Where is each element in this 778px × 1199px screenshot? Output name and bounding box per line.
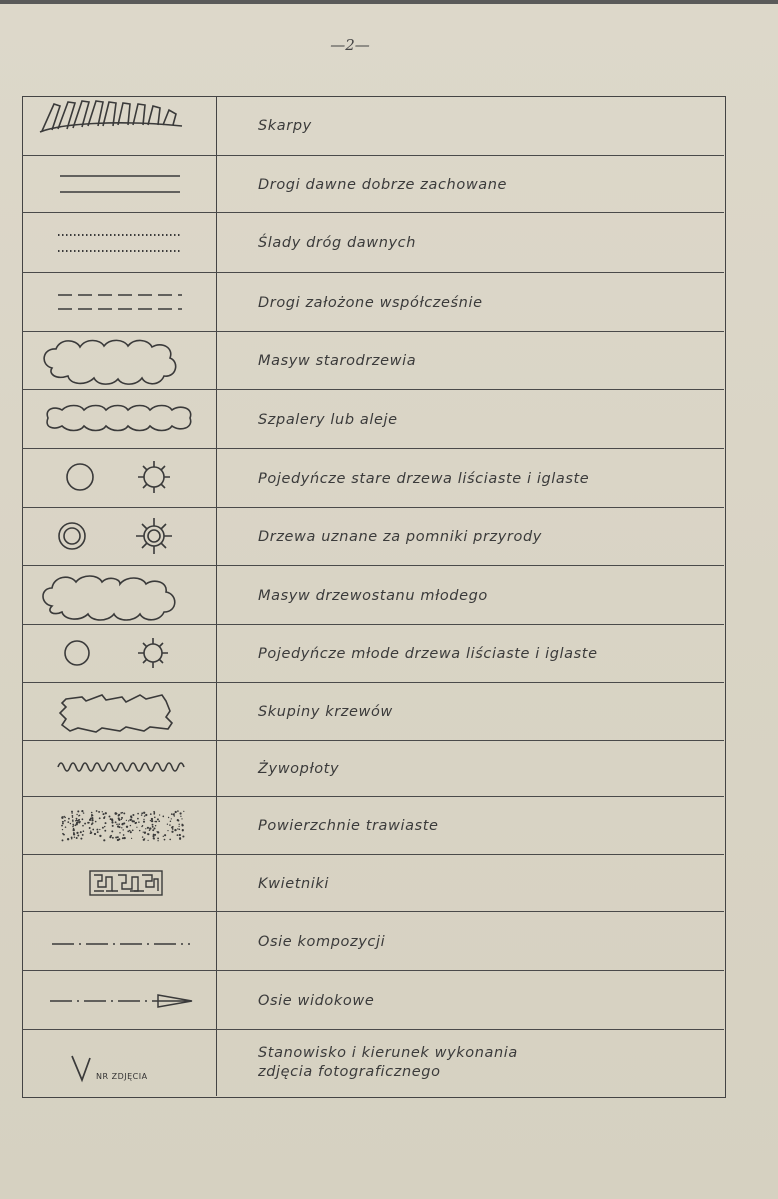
dotted-double-line bbox=[22, 213, 216, 273]
legend-row-drogi-wspolczesne bbox=[22, 273, 724, 332]
legend-row-mlode-drzewa bbox=[22, 625, 724, 683]
viewpoint-v-icon bbox=[72, 1056, 90, 1080]
scan-top-edge bbox=[0, 0, 778, 4]
legend-row-trawniki bbox=[22, 797, 724, 855]
legend-label-kwietniki: Kwietniki bbox=[258, 875, 330, 892]
legend-row-szpalery bbox=[22, 390, 724, 449]
legend-label-pomniki-przyrody: Drzewa uznane za pomniki przyrody bbox=[258, 529, 542, 545]
legend-label-drogi-wspolczesne: Drogi założone współcześnie bbox=[258, 294, 483, 311]
legend-label-skarpy: Skarpy bbox=[258, 118, 312, 134]
legend-label-krzewy: Skupiny krzewów bbox=[258, 704, 393, 720]
legend-row-masyw-starodrzewia bbox=[22, 332, 724, 390]
legend-row-skarpy bbox=[22, 96, 724, 156]
wavy-line bbox=[22, 741, 216, 797]
label-line-1: Stanowisko i kierunek wykonania bbox=[258, 1045, 518, 1061]
legend-label-mlode-drzewa: Pojedyńcze młode drzewa liściaste i iglaste bbox=[258, 646, 598, 662]
legend-label-szpalery: Szpalery lub aleje bbox=[258, 411, 398, 428]
legend-label-drzewostan-mlody: Masyw drzewostanu młodego bbox=[258, 587, 488, 604]
page-number: —2— bbox=[330, 36, 370, 54]
dash-dot-line bbox=[22, 912, 216, 971]
skarpa-symbol bbox=[22, 96, 216, 156]
legend-row-drogi-dawne bbox=[22, 156, 724, 213]
solid-double-line bbox=[22, 156, 216, 213]
photo-number-caption: NR ZDJĘCIA bbox=[96, 1072, 148, 1081]
legend-row-kwietniki bbox=[22, 855, 724, 912]
circle-and-star bbox=[22, 449, 216, 508]
legend-row-stare-drzewa bbox=[22, 449, 724, 508]
cloud-outline bbox=[22, 332, 216, 390]
dashed-double-line bbox=[22, 273, 216, 332]
double-circle-and-star bbox=[22, 508, 216, 566]
legend-row-stanowisko-zdjecia bbox=[22, 1030, 724, 1096]
legend-row-drzewostan-mlody bbox=[22, 566, 724, 625]
legend-row-osie-widokowe bbox=[22, 971, 724, 1030]
legend-label-stanowisko-zdjecia bbox=[238, 1030, 518, 1096]
dash-dot-arrow bbox=[22, 971, 216, 1030]
legend-label-stare-drzewa: Pojedyńcze stare drzewa liściaste i iglaste bbox=[258, 470, 590, 487]
scalloped-band bbox=[22, 390, 216, 449]
legend-label-osie-widokowe: Osie widokowe bbox=[258, 992, 375, 1009]
legend-label-zywoploty: Żywopłoty bbox=[258, 761, 340, 777]
small-circle-and-star bbox=[22, 625, 216, 683]
shrub-outline bbox=[22, 683, 216, 741]
legend-label-masyw-starodrzewia: Masyw starodrzewia bbox=[258, 353, 417, 369]
cloud-outline-young bbox=[22, 566, 216, 625]
legend-label-drogi-dawne: Drogi dawne dobrze zachowane bbox=[258, 176, 508, 193]
legend-row-zywoploty bbox=[22, 741, 724, 797]
legend-row-osie-kompozycji bbox=[22, 912, 724, 971]
legend-label-slady-drog: Ślady dróg dawnych bbox=[258, 235, 417, 251]
legend-row-slady-drog bbox=[22, 213, 724, 273]
label-line-2: zdjęcia fotograficznego bbox=[258, 1064, 441, 1080]
camera-viewpoint bbox=[22, 1030, 216, 1096]
meander-pattern bbox=[22, 855, 216, 912]
legend-label-trawniki: Powierzchnie trawiaste bbox=[258, 818, 439, 834]
dotted-fill-rect bbox=[22, 797, 216, 855]
legend-row-pomniki-przyrody bbox=[22, 508, 724, 566]
legend-row-krzewy bbox=[22, 683, 724, 741]
legend-label-osie-kompozycji: Osie kompozycji bbox=[258, 933, 386, 950]
